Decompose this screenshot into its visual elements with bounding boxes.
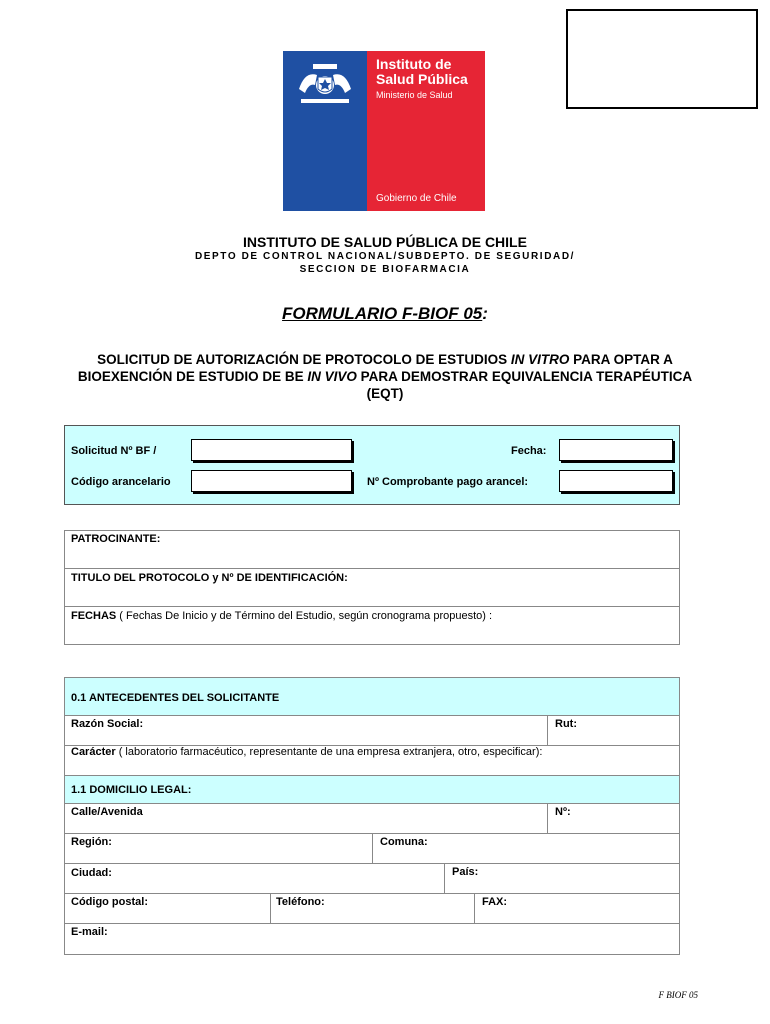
fax-label: FAX: [482,896,508,908]
fechas-note: ( Fechas De Inicio y de Término del Estudio, según cronograma propuesto) : [116,610,493,622]
divider [474,894,475,923]
ciudad-row[interactable] [64,863,680,893]
logo-line-1: Instituto de [376,56,452,72]
divider [372,834,373,863]
region-row[interactable] [64,833,680,863]
divider [270,894,271,923]
fecha-input[interactable] [559,439,673,461]
institute-title: INSTITUTO DE SALUD PÚBLICA DE CHILE [243,234,527,250]
divider [547,804,548,833]
logo-line-3: Ministerio de Salud [376,90,453,100]
divider [444,864,445,893]
dept-line-1: DEPTO DE CONTROL NACIONAL/SUBDEPTO. DE SEGURIDAD/ [194,251,576,262]
caracter-note: ( laboratorio farmacéutico, representante de una empresa extranjera, otro, especificar): [115,746,543,758]
chile-coat-of-arms-icon [291,59,359,111]
subtitle-part-b: IN VITRO [510,352,570,367]
dept-line-2: SECCION DE BIOFARMACIA [299,264,471,275]
patrocinante-label: PATROCINANTE: [71,533,161,545]
fecha-label: Fecha: [511,445,547,457]
form-title-colon: : [482,304,488,323]
razon-social-row[interactable] [64,715,680,745]
caracter-row[interactable] [64,745,680,775]
comuna-label: Comuna: [380,836,428,848]
patrocinante-row[interactable] [64,530,680,568]
address-section-header [64,775,680,803]
numero-label: Nº: [555,806,571,818]
footer-code: F BIOF 05 [658,990,698,1000]
email-label: E-mail: [71,926,108,938]
rut-label: Rut: [555,718,577,730]
codigo-label: Código arancelario [71,476,171,488]
stamp-box [566,9,758,109]
titulo-label: TITULO DEL PROTOCOLO y Nº DE IDENTIFICACIÓN: [71,572,348,584]
form-title [0,304,770,324]
logo-line-4: Gobierno de Chile [376,193,457,204]
solicitud-label: Solicitud Nº BF / [71,445,157,457]
region-label: Región: [71,836,112,848]
isp-logo [283,51,485,211]
fechas-label [71,610,492,622]
applicant-section-title: 0.1 ANTECEDENTES DEL SOLICITANTE [71,692,280,704]
fechas-row[interactable] [64,606,680,645]
applicant-section-header [64,677,680,715]
address-section-title: 1.1 DOMICILIO LEGAL: [71,784,192,796]
comprobante-label: Nº Comprobante pago arancel: [367,476,529,488]
calle-label: Calle/Avenida [71,806,143,818]
titulo-row[interactable] [64,568,680,606]
form-title-text: FORMULARIO F-BIOF 05 [282,304,483,323]
caracter-label [71,746,542,758]
subtitle-part-e: PARA DEMOSTRAR EQUIVALENCIA TERAPÉUTICA (EQT) [356,369,693,401]
logo-line-2: Salud Pública [376,71,468,87]
comprobante-input[interactable] [559,470,673,492]
fechas-bold: FECHAS [71,610,117,622]
caracter-bold: Carácter [71,746,116,758]
subtitle-part-c: PARA OPTAR A BIOEXENCIÓN DE ESTUDIO DE BE [77,352,673,384]
email-row[interactable] [64,923,680,955]
razon-social-label: Razón Social: [71,718,144,730]
form-subtitle [60,351,710,402]
solicitud-input[interactable] [191,439,352,461]
ciudad-label: Ciudad: [71,867,112,879]
telefono-label: Teléfono: [276,896,325,908]
postal-row[interactable] [64,893,680,923]
divider [547,716,548,745]
subtitle-part-d: IN VIVO [307,369,357,384]
codigo-input[interactable] [191,470,352,492]
calle-row[interactable] [64,803,680,833]
postal-label: Código postal: [71,896,148,908]
pais-label: País: [452,866,479,878]
request-panel [64,425,680,505]
subtitle-part-a: SOLICITUD DE AUTORIZACIÓN DE PROTOCOLO DE ESTUDIOS [97,352,511,367]
